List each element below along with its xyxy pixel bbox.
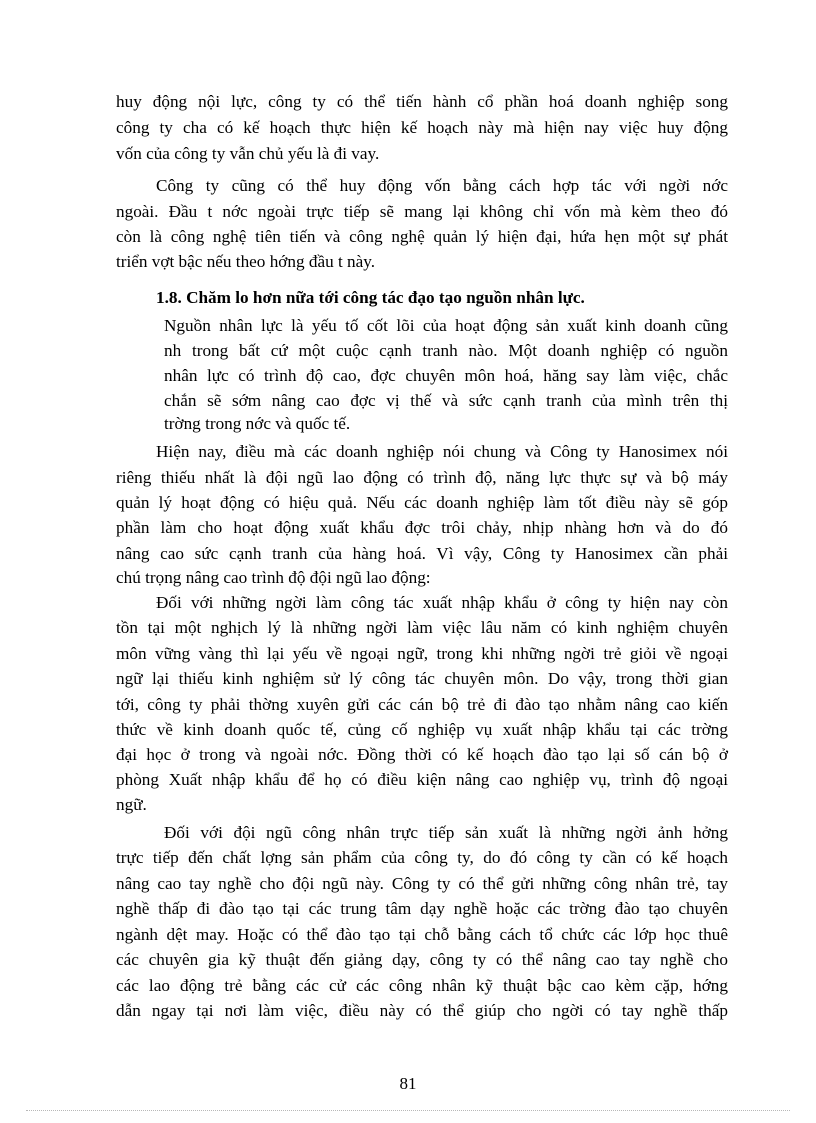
text-line: tới, công ty phải thờng xuyên gửi các cán bộ trẻ đi đào tạo nhằm nâng cao kiến <box>116 695 728 714</box>
text-line: trờng trong nớc và quốc tế. <box>164 414 351 433</box>
page-number: 81 <box>399 1074 417 1093</box>
text-line: nâng cao sức cạnh tranh của hàng hoá. Vì vậy, Công ty Hanosimex cần phải <box>116 544 728 563</box>
text-line: nh trong bất cứ một cuộc cạnh tranh nào. Một doanh nghiệp có nguồn <box>164 341 728 360</box>
text-line: môn vững vàng thì lại yếu về ngoại ngữ, trong khi những ngời trẻ giỏi về ngoại <box>116 644 728 663</box>
text-line: các lao động trẻ bằng các cử các công nhân kỹ thuật bậc cao kèm cặp, hớng <box>116 976 728 995</box>
text-line: còn là công nghệ tiên tiến và công nghệ quản lý hiện đại, hứa hẹn một sự phát <box>116 227 728 246</box>
text-line: ngành dệt may. Hoặc có thể đào tạo tại chỗ bằng cách tổ chức các lớp học thuê <box>116 925 728 944</box>
text-line: chú trọng nâng cao trình độ đội ngũ lao động: <box>116 568 431 587</box>
text-line: triển vợt bậc nếu theo hớng đầu t này. <box>116 252 376 271</box>
text-line: các chuyên gia kỹ thuật đến giảng dạy, công ty có thể nâng cao tay nghề cho <box>116 950 728 969</box>
text-line: đại học ở trong và ngoài nớc. Đồng thời có kế hoạch đào tạo lại số cán bộ ở <box>116 745 728 764</box>
text-line: phần làm cho hoạt động xuất khẩu đợc trôi chảy, nhịp nhàng hơn và do đó <box>116 518 728 537</box>
text-line: nhân lực có trình độ cao, đợc chuyên môn hoá, hăng say làm việc, chắc <box>164 366 728 385</box>
text-line: nâng cao tay nghề cho đội ngũ này. Công ty có thể gửi những công nhân trẻ, tay <box>116 874 728 893</box>
text-line: quản lý hoạt động có hiệu quả. Nếu các doanh nghiệp làm tốt điều này sẽ góp <box>116 493 728 512</box>
text-line: ngữ. <box>116 795 147 814</box>
text-line: chắn sẽ sớm nâng cao đợc vị thế và sức cạnh tranh của mình trên thị <box>164 391 728 410</box>
text-line: riêng thiếu nhất là đội ngũ lao động có trình độ, năng lực thực sự và bộ máy <box>116 468 728 487</box>
text-line: vốn của công ty vẫn chủ yếu là đi vay. <box>116 144 380 163</box>
text-line: nghề thấp đi đào tạo tại các trung tâm dạy nghề hoặc các trờng đào tạo chuyên <box>116 899 728 918</box>
text-line: huy động nội lực, công ty có thể tiến hành cổ phần hoá doanh nghiệp song <box>116 92 728 111</box>
text-line: dẫn ngay tại nơi làm việc, điều này có thể giúp cho ngời có tay nghề thấp <box>116 1001 728 1020</box>
text-line: phòng Xuất nhập khẩu để họ có điều kiện nâng cao nghiệp vụ, trình độ ngoại <box>116 770 728 789</box>
text-line: Công ty cũng có thể huy động vốn bằng cách hợp tác với ngời nớc <box>156 176 728 195</box>
text-line: Hiện nay, điều mà các doanh nghiệp nói chung và Công ty Hanosimex nói <box>156 442 728 461</box>
text-line: thức về kinh doanh quốc tế, củng cố nghiệp vụ xuất nhập khẩu tại các trờng <box>116 720 728 739</box>
text-line: Đối với những ngời làm công tác xuất nhập khẩu ở công ty hiện nay còn <box>156 593 728 612</box>
text-line: ngoài. Đầu t nớc ngoài trực tiếp sẽ mang lại không chỉ vốn mà kèm theo đó <box>116 202 728 221</box>
text-line: Nguồn nhân lực là yếu tố cốt lõi của hoạt động sản xuất kinh doanh cũng <box>164 316 728 335</box>
text-line: tồn tại một nghịch lý là những ngời làm việc lâu năm có kinh nghiệm chuyên <box>116 618 728 637</box>
section-heading: 1.8. Chăm lo hơn nữa tới công tác đạo tạo nguồn nhân lực. <box>156 288 585 307</box>
text-line: ngữ lại thiếu kinh nghiệm sử lý công tác chuyên môn. Do vậy, trong thời gian <box>116 669 728 688</box>
text-line: công ty cha có kế hoạch thực hiện kế hoạch này mà hiện nay việc huy động <box>116 118 728 137</box>
text-line: trực tiếp đến chất lợng sản phẩm của công ty, do đó công ty cần có kế hoạch <box>116 848 728 867</box>
footer-divider <box>26 1110 790 1111</box>
text-line: Đối với đội ngũ công nhân trực tiếp sản xuất là những ngời ảnh hởng <box>164 823 728 842</box>
